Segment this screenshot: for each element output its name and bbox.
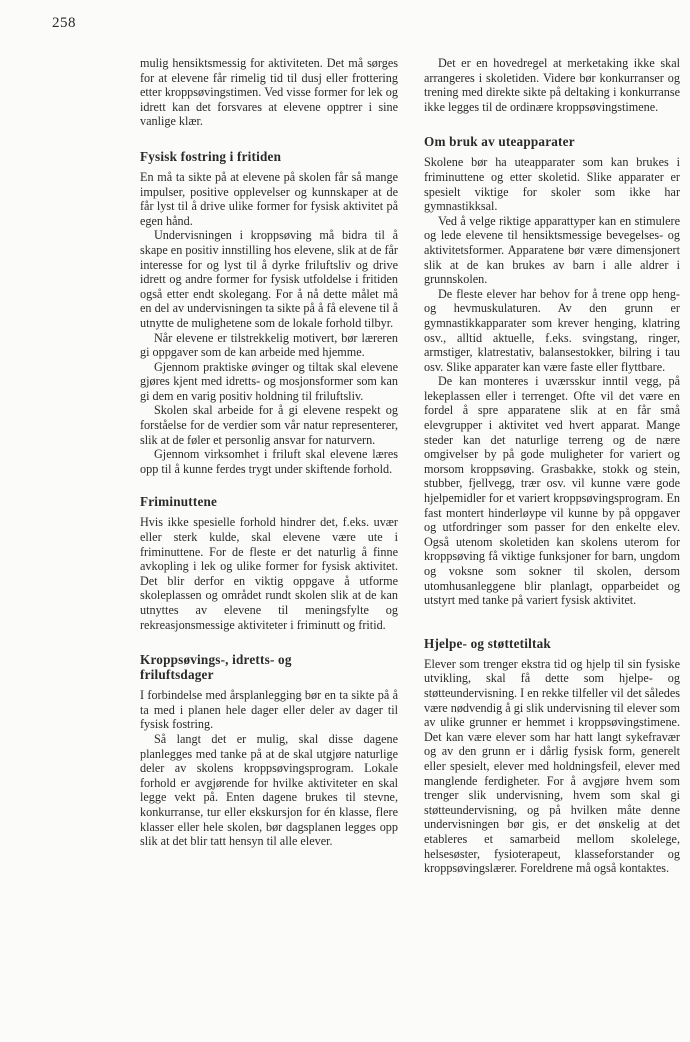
paragraph: I forbindelse med årsplanlegging bør en ta sikte på å ta med i planen hele dager eller deler av dager til fysisk fostring. [140,688,398,732]
paragraph: Skolen skal arbeide for å gi elevene respekt og forståelse for de verdier som vår natur representerer, slik at de føler et personlig ansvar for naturvern. [140,403,398,447]
left-column [140,56,398,849]
paragraph: Skolene bør ha uteapparater som kan brukes i friminuttene og etter skoletid. Slike apparater er spesielt viktige for skoler som ikke har gymnastikksal. [424,155,680,214]
section-heading-uteapparater: Om bruk av uteapparater [424,134,575,150]
section-heading-hjelpe-og-stottetiltak: Hjelpe- og støttetiltak [424,635,551,651]
paragraph: Det er en hovedregel at merketaking ikke skal arrangeres i skoletiden. Videre bør konkurranser og trening med direkte sikte på deltaking i konkurranse ikke legges til de ordinære kroppsøvingstimene. [424,56,680,114]
paragraph: En må ta sikte på at elevene på skolen får så mange impulser, positive opplevelser og kunnskaper at de får lyst til å drive ulike former for fysisk aktivitet på egen hånd. [140,169,398,228]
paragraph: Undervisningen i kroppsøving må bidra til å skape en positiv innstilling hos elevene, slik at de får interesse for og lyst til å dyrke friluftsliv og drive idrett og andre former for fysisk utfoldelse i fritiden også etter endt skolegang. For å nå dette målet må en del av undervisningen ta sikte på å få elevene til å utnytte de mulighetene som de lokale forhold tilbyr. [140,228,398,330]
paragraph: Gjennom virksomhet i friluft skal elevene læres opp til å kunne ferdes trygt under skiftende forhold. [140,447,398,476]
paragraph: Ved å velge riktige apparattyper kan en stimulere og lede elevene til hensiktsmessige bevegelses- og aktivitetsformer. Apparatene bør være dimensjonert slik at de kan brukes av barn i alle aldrer i grunnskolen. [424,213,680,287]
section-heading-kroppsovingsdager [140,652,398,682]
heading-line: friluftsdager [140,667,214,683]
right-column [424,56,680,876]
page-number: 258 [52,15,76,31]
section-heading-friminuttene: Friminuttene [140,494,218,510]
paragraph: Så langt det er mulig, skal disse dagene planlegges med tanke på at de skal utgjøre naturlige deler av skolens kroppsøvingsprogram. Lokale forhold er avgjørende for hvilke aktiviteter en skal legge vekt på. Enten dagene brukes til stevne, konkurranse, tur eller ekskursjon for én klasse, flere klasser eller hele skolen, bør dagsplanen legges opp slik at det blir tatt hensyn til alle elever. [140,731,398,849]
paragraph: mulig hensiktsmessig for aktiviteten. Det må sørges for at elevene får rimelig tid til dusj eller frottering etter kroppsøvingstimen. Ved visse former for lek og idrett kan det forsvares at elevene opptrer i sine vanlige klær. [140,56,398,129]
paragraph: Gjennom praktiske øvinger og tiltak skal elevene gjøres kjent med idretts- og mosjonsformer som kan gi dem en varig positiv holdning til friluftsliv. [140,359,398,403]
paragraph: Hvis ikke spesielle forhold hindrer det, f.eks. uvær eller sterk kulde, skal elevene være ute i friminuttene. For de fleste er det naturlig å finne avkopling i lek og ulike former for fysisk aktivitet. Det blir derfor en viktig oppgave å utforme skoleplassen og området rundt skolen slik at de kan utnyttes av elevene til meningsfylte og rekreasjonsmessige aktiviteter i friminutt og fritid. [140,515,398,632]
section-heading-fysisk-fostring: Fysisk fostring i fritiden [140,148,282,164]
paragraph: Elever som trenger ekstra tid og hjelp til sin fysiske utvikling, skal få dette som hjelpe- og støtteundervisning. I en rekke tilfeller vil det således være nødvendig å gi slik undervisning til elever som av ulike grunner er hemmet i kroppsøvingstimene. Det kan være elever som har hatt langt sykefravær og av den grunn er i dårlig fysisk form, generelt eller spesielt, elever med holdningsfeil, elever med manglende ferdigheter. For å avgjøre hvem som trenger slik undervisning, hvem som skal gi støtteundervisning, og på hvilken måte denne undervisningen bør gis, er det ønskelig at det etableres et samarbeid mellom skolelege, helsesøster, fysioterapeut, klasseforstander og kroppsøvingslærer. Foreldrene må også kontaktes. [424,656,680,876]
paragraph: Når elevene er tilstrekkelig motivert, bør læreren gi oppgaver som de kan arbeide med hjemme. [140,330,398,360]
paragraph: De fleste elever har behov for å trene opp heng- og hevmuskulaturen. Av den grunn er gymnastikkapparater som krever henging, klatring osv., alltid aktuelle, f.eks. svingstang, ringer, armstiger, klatrestativ, balansestokker, bilring i tau osv. Slike apparater kan være faste eller flyttbare. [424,286,680,374]
paragraph: De kan monteres i uværsskur inntil vegg, på lekeplassen eller i terrenget. Ofte vil det være en fordel å spre apparatene slik at en får små elevgrupper i aktivitet ved hvert apparat. Mange steder kan det naturlige terreng og de nære omgivelser by på gode muligheter for variert og morsom kroppsøving. Grasbakke, stokk og stein, stubber, fjellvegg, trær osv. vil kunne være gode hjelpemidler for et variert kroppsøvingsprogram. En fast montert hinderløype vil kunne by på oppgaver og utfordringer som passer for den enkelte elev. Også utenom skoletiden kan skolens uterom for kroppsøving få viktige funksjoner for barn, ungdom og voksne som sokner til skolen, dersom utomhusanleggene blir planlagt, opparbeidet og utstyrt med tanke på variert fysisk aktivitet. [424,374,680,608]
heading-line: Kroppsøvings-, idretts- og [140,652,292,668]
